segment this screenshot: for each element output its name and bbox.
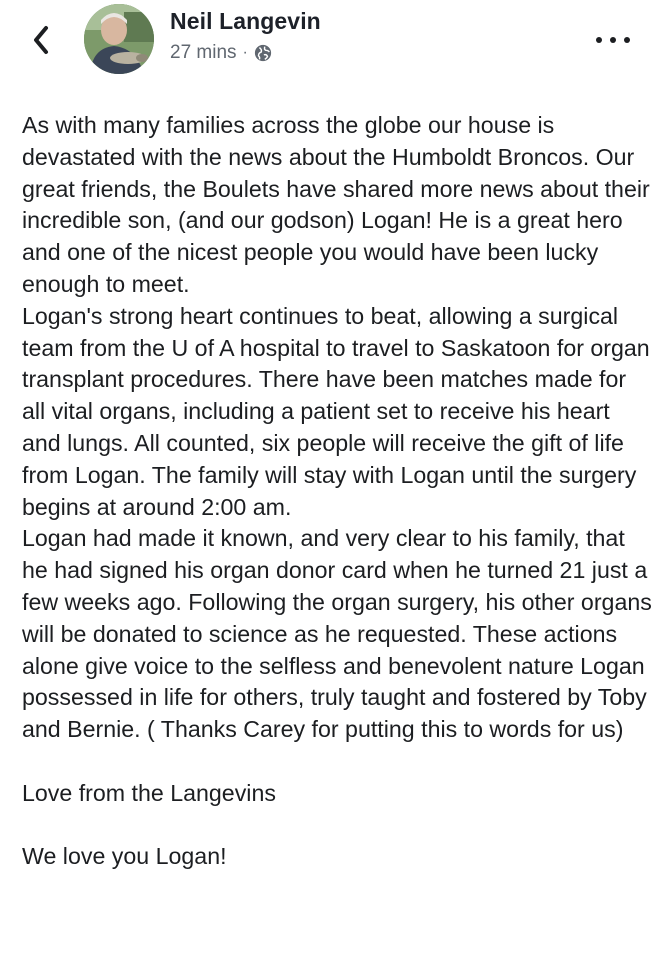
post-paragraph: Logan had made it known, and very clear to his family, that he had signed his organ donor card when he turned 21 just a few weeks ago. Following the organ surgery, his other organs will be donated to science as he requested. These actions alone give voice to the selfless and benevolent nature Logan possessed in life for others, truly taught and fostered by Toby and Bernie. ( Thanks Carey for putting this to words for us) (22, 525, 652, 743)
paragraph-spacer (22, 810, 652, 842)
post-paragraph: Logan's strong heart continues to beat, allowing a surgical team from the U of A hospital to travel to Saskatoon for organ transplant procedures. There have been matches made for all vital organs, including a patient set to receive his heart and lungs. All counted, six people will receive the gift of life from Logan. The family will stay with Logan until the surgery begins at around 2:00 am. (22, 302, 650, 520)
more-horizontal-icon (610, 37, 616, 43)
post-paragraph: Love from the Langevins (22, 779, 276, 806)
post-meta (170, 42, 272, 64)
meta-separator: · (242, 44, 248, 61)
paragraph-spacer (22, 746, 652, 778)
post-timestamp[interactable]: 27 mins (170, 42, 237, 63)
author-name[interactable]: Neil Langevin (170, 8, 321, 34)
back-button[interactable] (26, 22, 56, 58)
chevron-left-icon (31, 24, 51, 56)
more-horizontal-icon (624, 37, 630, 43)
post-paragraph: As with many families across the globe our house is devastated with the news about the Humboldt Broncos. Our great friends, the Boulets have shared more news about their incredible son, (and our godson) Logan! He is a great hero and one of the nicest people you would have been lucky enough to meet. (22, 112, 650, 297)
more-options-button[interactable] (596, 30, 630, 50)
globe-icon[interactable] (254, 44, 272, 62)
post-paragraph: We love you Logan! (22, 843, 227, 870)
avatar[interactable] (84, 4, 154, 74)
more-horizontal-icon (596, 37, 602, 43)
post-text (22, 110, 652, 873)
post-header (0, 0, 658, 90)
profile-photo (84, 4, 154, 74)
